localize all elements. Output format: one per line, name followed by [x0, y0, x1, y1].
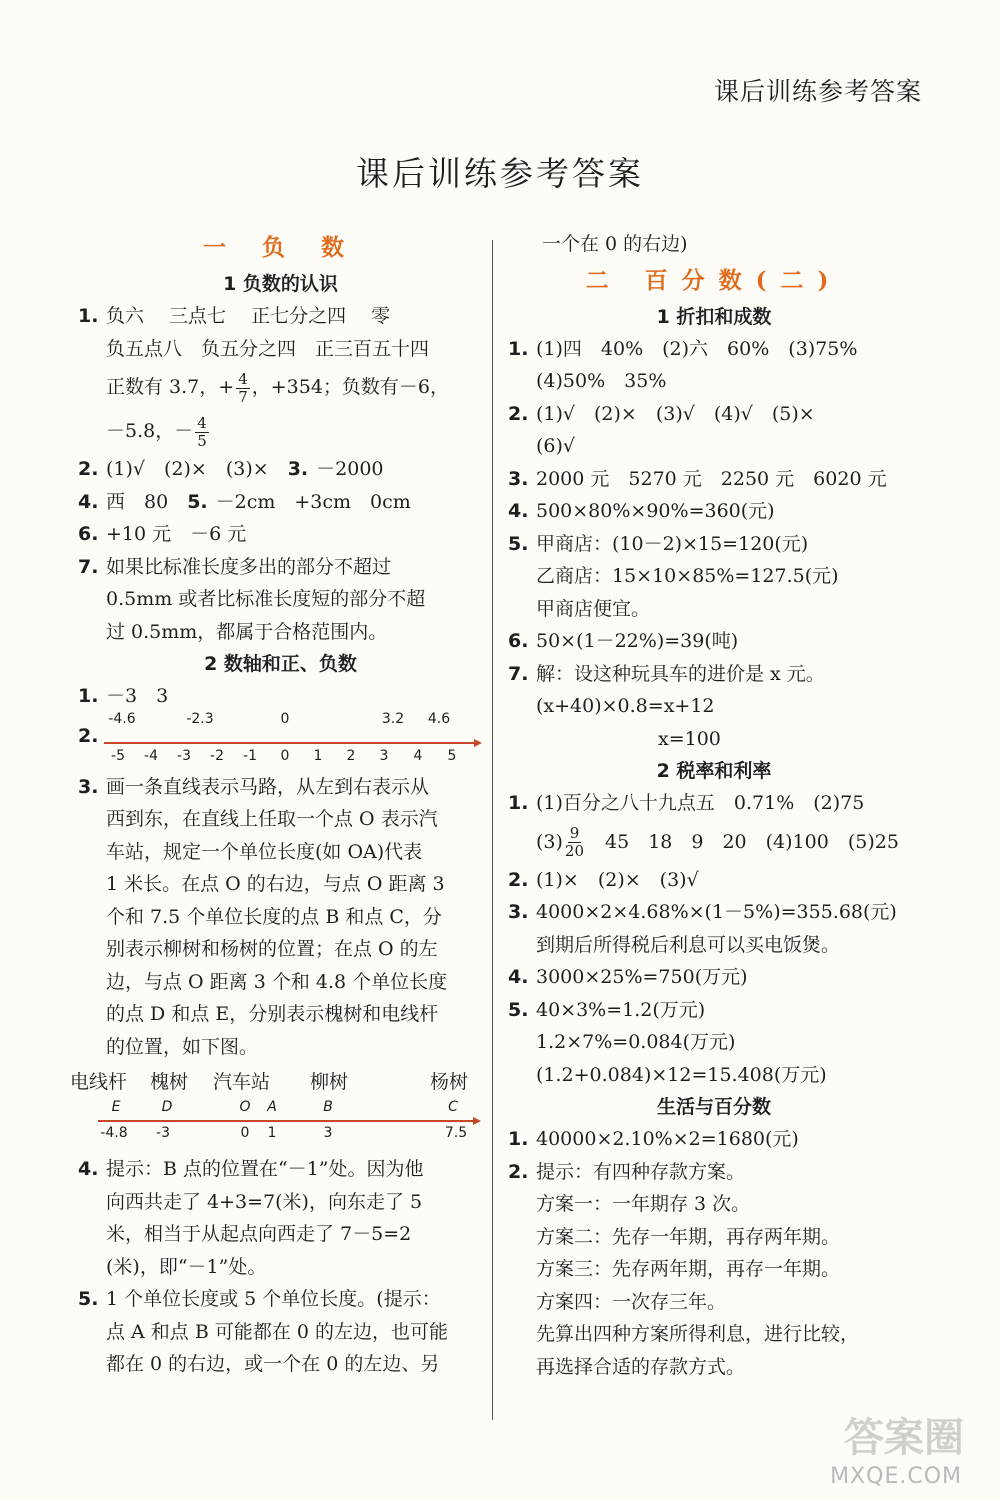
left-column — [70, 228, 483, 1381]
answer-line: 7. 如果比标准长度多出的部分不超过 — [78, 555, 392, 578]
answer-line: 1 米长。在点 O 的右边，与点 O 距离 3 — [106, 873, 445, 895]
answer-line: 2. (1)√ (2)× (3)√ (4)√ (5)× — [508, 402, 815, 425]
answer-line: (米)，即“－1”处。 — [106, 1255, 267, 1278]
section-title: 生活与百分数 — [656, 1096, 771, 1118]
answer-line: 过 0.5mm，都属于合格范围内。 — [106, 620, 388, 643]
answer-line: 6. +10 元 －6 元 — [78, 523, 247, 545]
answer-line: 甲商店便宜。 — [536, 597, 651, 620]
answer-line: (6)√ — [536, 435, 576, 457]
answer-line: 4. 3000×25%=750(万元) — [508, 966, 748, 988]
answer-line: 车站，规定一个单位长度(如 OA)代表 — [106, 840, 423, 863]
fraction: $\frac{9}{20}$ — [564, 824, 585, 860]
answer-line: 1. (1)百分之八十九点五 0.71% (2)75 — [508, 792, 865, 814]
answer-line: (3) $\frac{9}{20}$ 45 18 9 20 (4)100 (5)25 — [536, 824, 899, 860]
answer-line: 1.2×7%=0.084(万元) — [536, 1031, 736, 1053]
column-divider — [492, 240, 493, 1420]
answer-line: 先算出四种方案所得利息，进行比较， — [536, 1323, 860, 1345]
fraction: $\frac{4}{7}$ — [238, 369, 248, 406]
running-header: 课后训练参考答案 — [713, 77, 922, 106]
answer-line: 5. 甲商店：(10－2)×15=120(元) — [508, 532, 809, 555]
section-title: 2 数轴和正、负数 — [204, 653, 357, 675]
answer-line: 一个在 0 的右边) — [542, 233, 688, 255]
answer-line: 3. 4000×2×4.68%×(1－5%)=355.68(元) — [508, 901, 897, 923]
number-line-2: E D O A B C -4.8 -3 0 1 3 7.5 — [78, 1097, 483, 1153]
answer-line: 1. 40000×2.10%×2=1680(元) — [508, 1128, 799, 1150]
answer-line: 2. 提示：有四种存款方案。 — [508, 1160, 746, 1183]
answer-line: 正数有 3.7，+ $\frac{4}{7}$ ，+354；负数有－6， — [106, 369, 450, 406]
answer-line: 2. (1)√ (2)× (3)× 3. －2000 — [78, 458, 384, 480]
answer-line: 负五点八 负五分之四 正三百五十四 — [106, 337, 430, 360]
answer-line: 2. (1)× (2)× (3)√ — [508, 868, 699, 891]
answer-line: 4. 西 80 5. －2cm +3cm 0cm — [78, 490, 411, 513]
answer-line: 点 A 和点 B 可能都在 0 的左边，也可能 — [106, 1320, 449, 1343]
fraction: $\frac{4}{5}$ — [197, 413, 207, 450]
section-title: 1 折扣和成数 — [656, 305, 772, 328]
answer-line: (4)50% 35% — [536, 370, 667, 392]
answer-line: 7. 解：设这种玩具车的进价是 x 元。 — [508, 662, 825, 685]
answer-line: 5. 1 个单位长度或 5 个单位长度。(提示： — [78, 1288, 441, 1310]
answer-line: 6. 50×(1－22%)=39(吨) — [508, 630, 739, 652]
answer-line: 都在 0 的右边，或一个在 0 的左边、另 — [106, 1353, 440, 1375]
answer-line: 向西共走了 4+3=7(米)，向东走了 5 — [106, 1190, 423, 1213]
answer-line: 乙商店：15×10×85%=127.5(元) — [536, 565, 839, 587]
answer-line: 个和 7.5 个单位长度的点 B 和点 C，分 — [106, 905, 442, 928]
number-line-1: 2. -4.6 -2.3 0 3.2 4.6 -5 -4 -3 -2 -1 0 1 2 3 4 5 — [78, 713, 483, 771]
answer-line: 方案四：一次存三年。 — [536, 1290, 727, 1313]
answer-line: 边，与点 O 距离 3 个和 4.8 个单位长度 — [106, 970, 448, 993]
tree-labels: 电线杆 槐树 汽车站 柳树 杨树 — [70, 1071, 469, 1093]
unit-title: 二 百分数(二) — [585, 266, 843, 294]
answer-line: 米，相当于从起点向西走了 7－5=2 — [106, 1223, 412, 1245]
page-title: 课后训练参考答案 — [356, 154, 644, 193]
answer-line: －5.8，－ $\frac{4}{5}$ — [106, 413, 207, 450]
answer-line: 再选择合适的存款方式。 — [536, 1355, 746, 1378]
watermark-logo: 答案圈 MXQE.COM — [830, 1415, 964, 1489]
answer-line: 的位置，如下图。 — [106, 1035, 259, 1058]
answer-line: 到期后所得税后利息可以买电饭煲。 — [536, 933, 841, 956]
number-line-axis — [78, 1097, 488, 1153]
right-column — [508, 228, 920, 1383]
answer-line: 5. 40×3%=1.2(万元) — [508, 998, 706, 1021]
section-title: 1 负数的认识 — [223, 273, 338, 295]
answer-line: 1. (1)四 40% (2)六 60% (3)75% — [508, 337, 858, 360]
answer-line: 0.5mm 或者比标准长度短的部分不超 — [106, 588, 426, 610]
answer-line: (x+40)×0.8=x+12 — [536, 695, 715, 717]
answer-line: 3. 画一条直线表示马路，从左到右表示从 — [78, 775, 430, 798]
section-title: 2 税率和利率 — [656, 760, 772, 782]
answer-line: 3. 2000 元 5270 元 2250 元 6020 元 — [508, 467, 887, 490]
answer-line: 别表示柳树和杨树的位置；在点 O 的左 — [106, 938, 438, 960]
answer-line: 的点 D 和点 E，分别表示槐树和电线杆 — [106, 1003, 439, 1025]
answer-line: 方案三：先存两年期，再存一年期。 — [536, 1258, 841, 1280]
answer-line: 西到东，在直线上任取一个点 O 表示汽 — [106, 808, 438, 830]
unit-title: 一 负 数 — [202, 234, 358, 261]
answer-line: (1.2+0.084)×12=15.408(万元) — [536, 1063, 827, 1086]
answer-line: 1. －3 3 — [78, 685, 169, 707]
answer-line: x=100 — [658, 727, 721, 750]
answer-line: 4. 提示：B 点的位置在“－1”处。因为他 — [78, 1158, 424, 1180]
answer-line: 方案一：一年期存 3 次。 — [536, 1193, 751, 1215]
answer-line: 4. 500×80%×90%=360(元) — [508, 500, 775, 522]
answer-line: 1. 负六 三点七 正七分之四 零 — [78, 305, 391, 327]
answer-line: 方案二：先存一年期，再存两年期。 — [536, 1225, 841, 1248]
